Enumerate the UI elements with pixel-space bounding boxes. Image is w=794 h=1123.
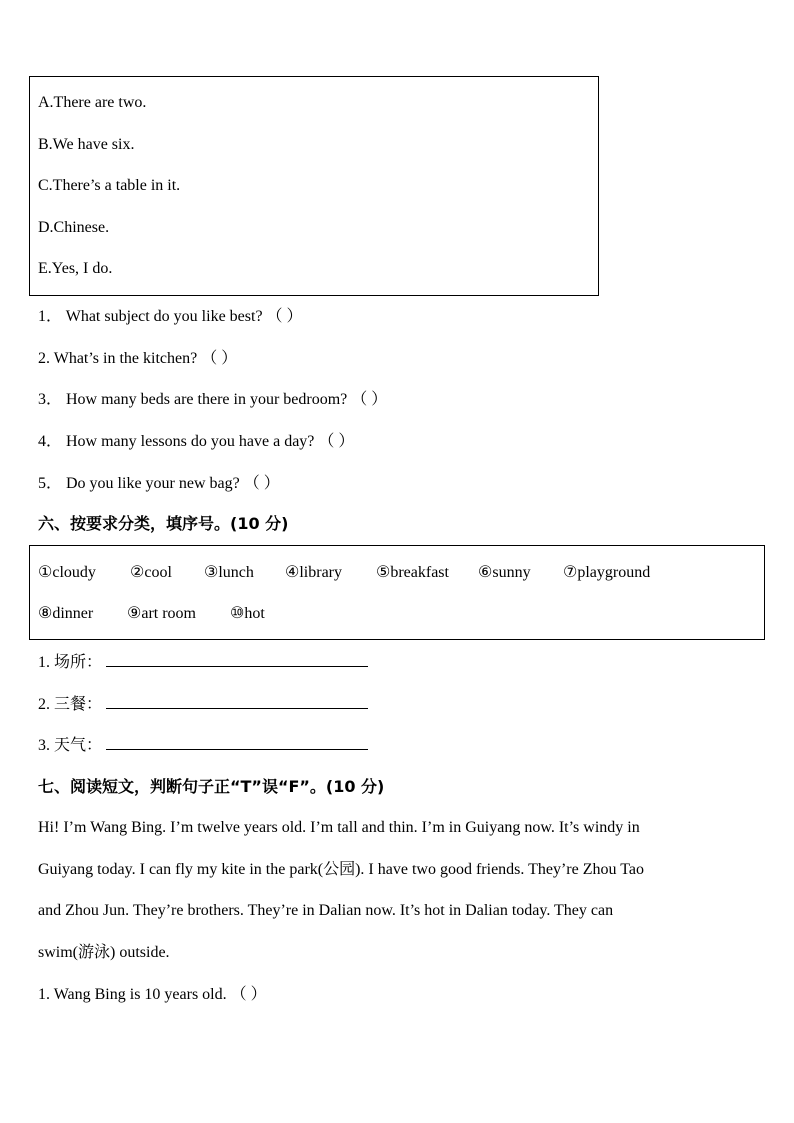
- word-lunch: ③lunch: [204, 564, 254, 581]
- section7-heading: 七、阅读短文，判断句子正“T”误“F”。(10 分): [38, 777, 385, 796]
- option-e: E.Yes, I do.: [38, 260, 113, 277]
- passage-line-3: and Zhou Jun. They’re brothers. They’re in Dalian now. It’s hot in Dalian today. They can: [38, 902, 614, 919]
- answer-line-meals[interactable]: [106, 694, 368, 709]
- word-library: ④library: [285, 564, 342, 581]
- judgement-question-1: 1. Wang Bing is 10 years old. （ ）: [38, 986, 267, 1003]
- options-box: [29, 76, 599, 296]
- passage-line-2: Guiyang today. I can fly my kite in the park(公园). I have two good friends. They’re Zhou Tao: [38, 861, 644, 878]
- question-2: 2. What’s in the kitchen? （ ）: [38, 350, 238, 367]
- passage-line-1: Hi! I’m Wang Bing. I’m twelve years old. I’m tall and thin. I’m in Guiyang now. It’s windy in: [38, 819, 640, 836]
- answer-line-weather[interactable]: [106, 735, 368, 750]
- word-cool: ②cool: [130, 564, 172, 581]
- section6-heading: 六、按要求分类，填序号。(10 分): [38, 514, 289, 533]
- word-cloudy: ①cloudy: [38, 564, 96, 581]
- question-5: 5． Do you like your new bag? （ ）: [38, 475, 280, 492]
- option-d: D.Chinese.: [38, 219, 110, 236]
- option-a: A.There are two.: [38, 94, 147, 111]
- option-b: B.We have six.: [38, 136, 135, 153]
- category-weather-label: 3. 天气：: [38, 737, 103, 754]
- option-c: C.There’s a table in it.: [38, 177, 181, 194]
- answer-line-places[interactable]: [106, 652, 368, 667]
- question-1: 1． What subject do you like best? （ ）: [38, 308, 303, 325]
- word-bank-box: [29, 545, 765, 640]
- word-breakfast: ⑤breakfast: [376, 564, 449, 581]
- category-meals: [38, 694, 368, 715]
- category-places: [38, 652, 368, 673]
- word-hot: ⑩hot: [230, 605, 265, 622]
- question-4: 4． How many lessons do you have a day? （ ）: [38, 433, 355, 450]
- word-art-room: ⑨art room: [127, 605, 196, 622]
- category-meals-label: 2. 三餐：: [38, 696, 103, 713]
- word-sunny: ⑥sunny: [478, 564, 531, 581]
- passage-line-4: swim(游泳) outside.: [38, 944, 170, 961]
- category-places-label: 1. 场所：: [38, 654, 103, 671]
- word-dinner: ⑧dinner: [38, 605, 94, 622]
- category-weather: [38, 735, 368, 756]
- question-3: 3． How many beds are there in your bedroom? （ ）: [38, 391, 388, 408]
- word-playground: ⑦playground: [563, 564, 651, 581]
